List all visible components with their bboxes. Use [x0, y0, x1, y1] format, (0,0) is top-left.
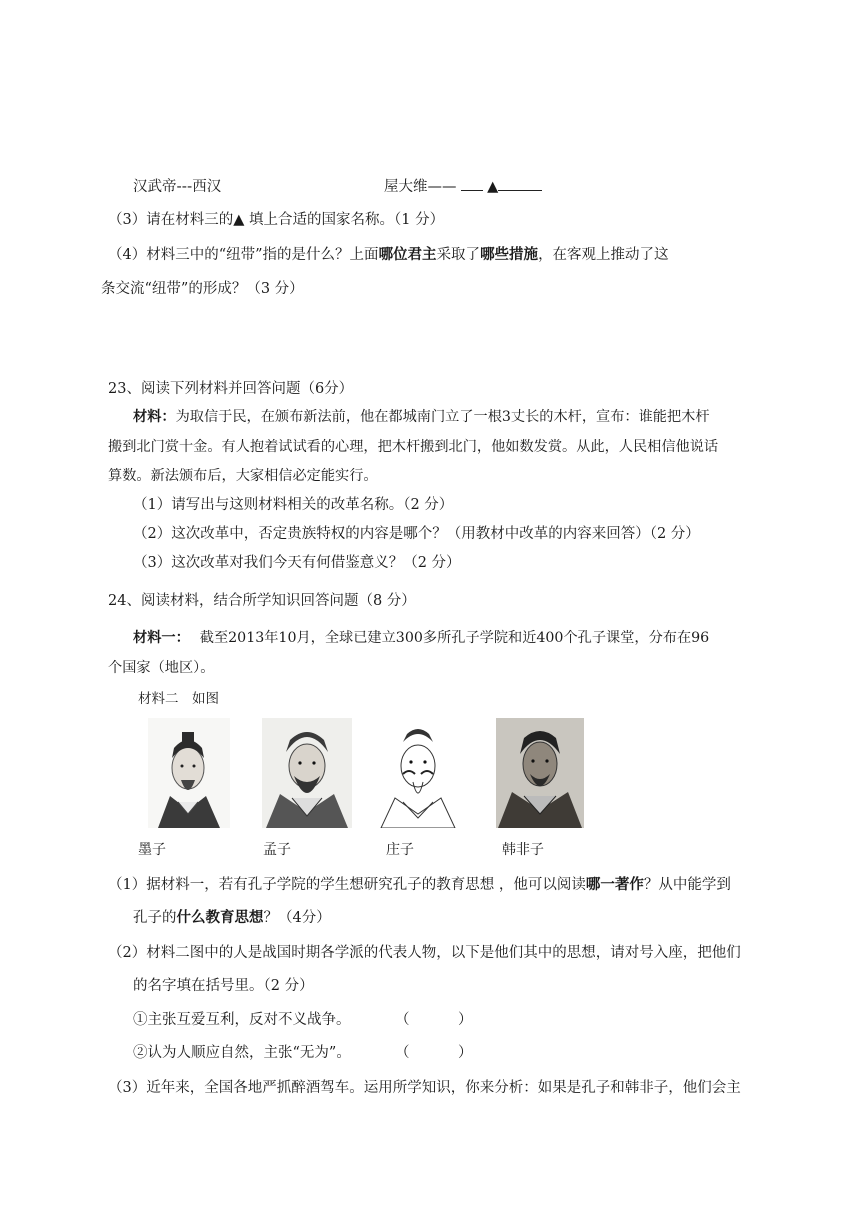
triangle-marker: ▲ [487, 179, 499, 195]
q22-sub4-bold-1: 哪位君主 [378, 246, 437, 263]
q23-sub1: （1）请写出与这则材料相关的改革名称。（2 分） [133, 497, 454, 513]
q24-sub2-line2: 的名字填在括号里。（2 分） [133, 978, 314, 994]
caption-hanfeizi: 韩非子 [502, 842, 544, 858]
q24-option-1-text: ①主张互爱互利，反对不义战争。 [133, 1012, 351, 1028]
zhuangzi-portrait [373, 718, 463, 828]
q22-sub4-text-d: ，在客观上推动了这 [538, 247, 669, 263]
q22-sub4-bold-2: 哪些措施 [480, 246, 539, 263]
q24-sub1-text-d: 孔子的 [133, 910, 177, 926]
caption-mozi: 墨子 [138, 842, 166, 858]
hanfeizi-portrait [496, 718, 584, 828]
q24-m1-line1 [133, 628, 709, 648]
q23-material-line1 [133, 407, 710, 427]
q24-sub1-bold-1: 哪一著作 [585, 876, 644, 893]
q24-option-2 [133, 1043, 473, 1063]
pair-right-label: 屋大维—— [384, 179, 457, 195]
answer-blank [498, 190, 542, 191]
q24-sub1-text-c: ？从中能学到 [643, 877, 731, 893]
q24-sub1-text-a: （1）据材料一，若有孔子学院的学生想研究孔子的教育思想 ，他可以阅读 [108, 877, 586, 893]
answer-blank-pre [461, 190, 483, 191]
q23-title: 23、阅读下列材料并回答问题（6分） [108, 381, 354, 397]
q22-sub4-line2: 条交流“纽带”的形成？（3 分） [101, 281, 304, 297]
q23-material-text1: 为取信于民，在颁布新法前，他在都城南门立了一根3丈长的木杆，宣布：谁能把木杆 [175, 409, 710, 425]
q24-title: 24、阅读材料，结合所学知识回答问题（8 分） [108, 593, 416, 609]
q22-sub4-text-a: （4）材料三中的“纽带”指的是什么？上面 [108, 247, 379, 263]
q24-option-1 [133, 1010, 473, 1030]
q23-sub3: （3）这次改革对我们今天有何借鉴意义？（2 分） [133, 555, 461, 571]
bracket-close-2: ） [458, 1045, 473, 1061]
q24-m1-text1: 截至2013年10月，全球已建立300多所孔子学院和近400个孔子课堂，分布在96 [199, 630, 710, 646]
caption-mengzi: 孟子 [263, 842, 291, 858]
q22-sub4 [108, 245, 669, 265]
q24-sub1-line2 [133, 908, 331, 928]
q24-sub1 [108, 875, 731, 895]
q22-sub3: （3）请在材料三的▲ 填上合适的国家名称。（1 分） [108, 212, 445, 228]
q24-m1-line2: 个国家（地区）。 [108, 660, 215, 676]
caption-zhuangzi: 庄子 [386, 842, 414, 858]
bracket-open-1: （ [395, 1012, 410, 1028]
q24-sub1-bold-2: 什么教育思想 [176, 909, 264, 926]
mengzi-portrait [262, 718, 352, 828]
q24-m2-label: 材料二 如图 [138, 691, 219, 707]
q24-sub1-text-f: ？（4分） [263, 910, 331, 926]
q23-material-line3: 算数。新法颁布后，大家相信必定能实行。 [108, 468, 378, 484]
bracket-close-1: ） [458, 1012, 473, 1028]
pair-right [384, 177, 542, 197]
mozi-portrait [148, 718, 230, 828]
q23-material-line2: 搬到北门赏十金。有人抱着试试看的心理，把木杆搬到北门，他如数发赏。从此，人民相信他说话 [108, 439, 719, 455]
q24-sub2: （2）材料二图中的人是战国时期各学派的代表人物，以下是他们其中的思想，请对号入座，把他们 [108, 945, 741, 961]
q22-sub4-text-c: 采取了 [436, 247, 481, 263]
q23-material-label: 材料： [133, 409, 176, 425]
q24-sub3: （3）近年来，全国各地严抓醉酒驾车。运用所学知识，你来分析：如果是孔子和韩非子，他们会主 [108, 1080, 741, 1096]
bracket-open-2: （ [395, 1045, 410, 1061]
q24-m1-label: 材料一： [133, 630, 190, 646]
q24-option-2-text: ②认为人顺应自然，主张“无为”。 [133, 1045, 351, 1061]
q23-sub2: （2）这次改革中，否定贵族特权的内容是哪个？（用教材中改革的内容来回答）（2 分） [133, 526, 700, 542]
pair-left: 汉武帝---西汉 [133, 179, 222, 195]
